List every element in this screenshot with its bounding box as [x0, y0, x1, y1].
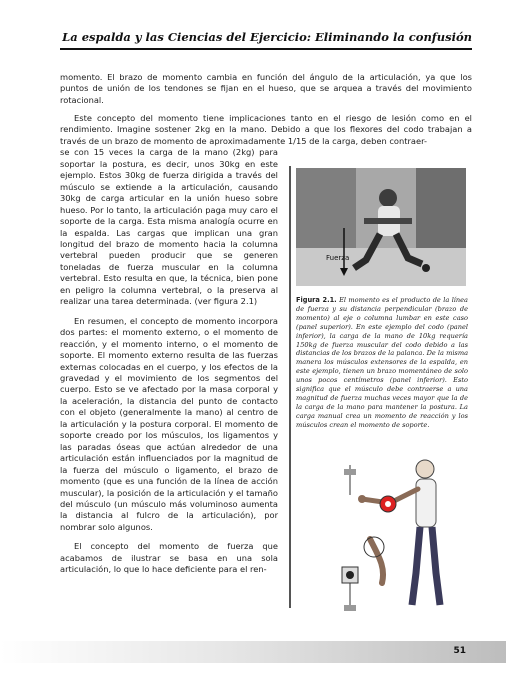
footer-bar	[0, 641, 506, 663]
figure-photo-squat	[296, 168, 466, 286]
squat-photo-illustration	[296, 168, 466, 286]
figure-diagram-arm-back	[330, 455, 460, 615]
paragraph-2-column: se con 15 veces la carga de la mano (2kg) para soportar la postura, es decir, unos 30kg en este ejemplo. Estos 30kg de fuerza dirigida a través del músculo se extiende a la articulación, causando 30kg de carga articular en la unión hueso sobre hueso. Por lo tanto, la articulación paga muy caro el soporte de la carga. Esta misma analogía ocurre en la espalda. Las cargas que implican una gran longitud del brazo de momento hacia la columna vertebral pueden producir que se generen toneladas de fuerza muscular en la columna vertebral. Esto resulta en que, la técnica, bien pone en peligro la columna vertebral, o la preserva al realizar una tarea determinada. (ver figura 2.1)	[60, 147, 278, 307]
running-header: La espalda y las Ciencias del Ejercicio: Eliminando la confusión	[62, 30, 472, 44]
column-divider	[289, 166, 291, 608]
paragraph-3: En resumen, el concepto de momento incorpora dos partes: el momento externo, o el momento de reacción, y el momento interno, o el momento de soporte. El momento externo resulta de las fuerzas externas colocadas en el cuerpo, y los efectos de la gravedad y el movimiento de los segmentos del cuerpo. Esto se ve afectado por la masa corporal y la aceleración, la distancia del punto de contacto con el objeto (generalmente la mano) al centro de la articulación y la postura corporal. El momento de soporte creado por los músculos, los ligamentos y las paradas óseas que actúan alrededor de una articulación están influenciados por la magnitud de la fuerza del músculo o ligamento, el brazo de momento (que es una función de la línea de acción muscular), la posición de la articulación y el tamaño del músculo (un músculo más voluminoso aumenta la distancia al fulcro de la articulación), por nombrar solo algunos.	[60, 315, 278, 532]
figure-caption	[296, 296, 468, 430]
page-number: 51	[453, 646, 466, 656]
paragraph-1: momento. El brazo de momento cambia en función del ángulo de la articulación, ya que los puntos de unión de los tendones se fijan en el hueso, que se arquea a través del movimiento rotacional.	[60, 72, 472, 105]
top-text-block	[60, 72, 472, 114]
force-label: Fuerza	[326, 254, 350, 262]
caption-label: Figura 2.1.	[296, 296, 337, 304]
biomechanics-diagram	[330, 455, 460, 615]
caption-text: El momento es el producto de la línea de fuerza y su distancia perpendicular (brazo de momento) al eje o columna lumbar en este caso (panel superior). En este ejemplo del codo (panel inferior), la carga de la mano de 10kg requería 150kg de fuerza muscular del codo debido a las distancias de los brazos de la palanca. De la misma manera los músculos extensores de la espalda, en este ejemplo, tienen un brazo momentáneo de solo unos pocos centímetros (panel inferior). Esto significa que el músculo debe contraerse a una magnitud de fuerza muchas veces mayor que la de la carga de la mano para mantener la postura. La carga manual crea un momento de reacción y los músculos crean el momento de soporte.	[296, 296, 468, 429]
header-rule	[60, 48, 472, 50]
paragraph-4: El concepto del momento de fuerza que acabamos de ilustrar se basa en una sola articulación, lo que lo hace deficiente para el ren-	[60, 541, 278, 575]
paragraph-2-full-width: Este concepto del momento tiene implicaciones tanto en el riesgo de lesión como en el rendimiento. Imagine sostener 2kg en la mano. Debido a que los flexores del codo trabajan a través de un brazo de momento de aproximadamente 1/15 de la carga, deben contraer-	[60, 113, 472, 146]
